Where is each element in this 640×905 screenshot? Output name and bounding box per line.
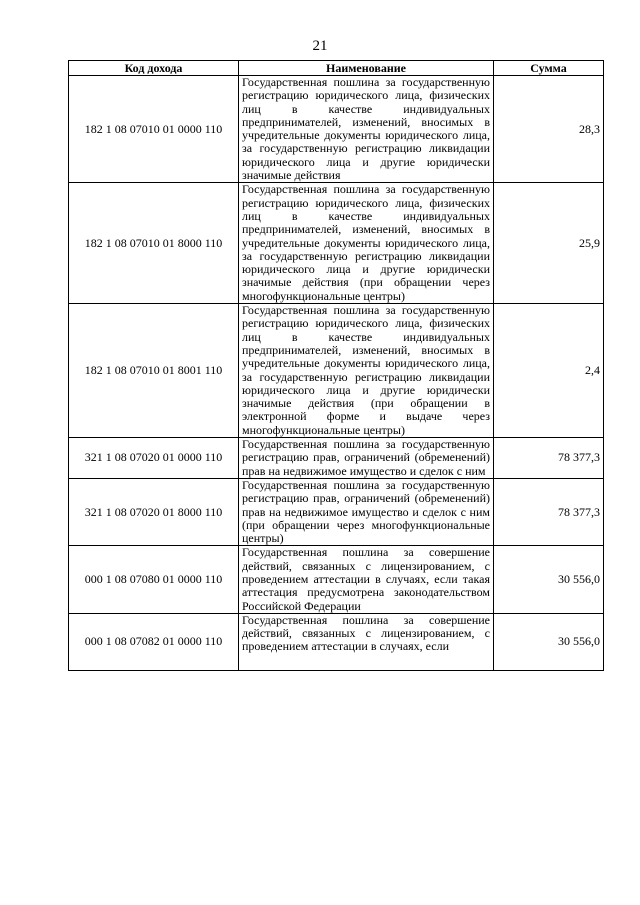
row-name: Государственная пошлина за государственную регистрацию юридического лица, физических лиц в качестве индивидуальных предпринимателей, изменений, вносимых в учредительные документы юридического лица, за государственную регистрацию ликвидации юридического лица и другие юридически значимые действия (при обращении через многофункциональные центры) [239,183,494,304]
row-sum: 78 377,3 [494,478,604,545]
row-sum: 2,4 [494,304,604,438]
row-name: Государственная пошлина за государственную регистрацию юридического лица, физических лиц в качестве индивидуальных предпринимателей, изменений, вносимых в учредительные документы юридического лица, за государственную регистрацию ликвидации юридического лица и другие юридически значимые действия (при обращении в электронной форме и выдаче через многофункциональные центры) [239,304,494,438]
row-name: Государственная пошлина за совершение действий, связанных с лицензированием, с проведением аттестации в случаях, если такая аттестация предусмотрена законодательством Российской Федерации [239,546,494,613]
header-sum: Сумма [494,61,604,76]
row-sum: 30 556,0 [494,613,604,670]
row-name: Государственная пошлина за государственную регистрацию юридического лица, физических лиц в качестве индивидуальных предпринимателей, изменений, вносимых в учредительные документы юридического лица, за государственную регистрацию ликвидации юридического лица и другие юридически значимые действия [239,76,494,183]
row-sum: 25,9 [494,183,604,304]
row-code: 000 1 08 07082 01 0000 110 [69,613,239,670]
row-name: Государственная пошлина за государственную регистрацию прав, ограничений (обременений) прав на недвижимое имущество и сделок с ним (при обращении через многофункциональные центры) [239,478,494,545]
row-name: Государственная пошлина за совершение действий, связанных с лицензированием, с проведением аттестации в случаях, если [242,613,490,654]
revenue-table [68,60,604,671]
row-code: 182 1 08 07010 01 0000 110 [69,76,239,183]
row-code: 321 1 08 07020 01 8000 110 [69,478,239,545]
page-number: 21 [312,38,328,54]
table-row [69,76,604,183]
table-row [69,546,604,613]
table-row [69,478,604,545]
table-header-row [69,61,604,76]
row-code: 321 1 08 07020 01 0000 110 [69,438,239,479]
row-name: Государственная пошлина за государственную регистрацию прав, ограничений (обременений) прав на недвижимое имущество и сделок с ним [239,438,494,479]
table-row [69,438,604,479]
header-code: Код дохода [69,61,239,76]
row-code: 182 1 08 07010 01 8000 110 [69,183,239,304]
table-row [69,613,604,670]
row-code: 000 1 08 07080 01 0000 110 [69,546,239,613]
header-name: Наименование [239,61,494,76]
row-code: 182 1 08 07010 01 8001 110 [69,304,239,438]
row-name-cell [239,613,494,670]
row-sum: 28,3 [494,76,604,183]
table-row [69,304,604,438]
row-sum: 78 377,3 [494,438,604,479]
row-sum: 30 556,0 [494,546,604,613]
table-row [69,183,604,304]
